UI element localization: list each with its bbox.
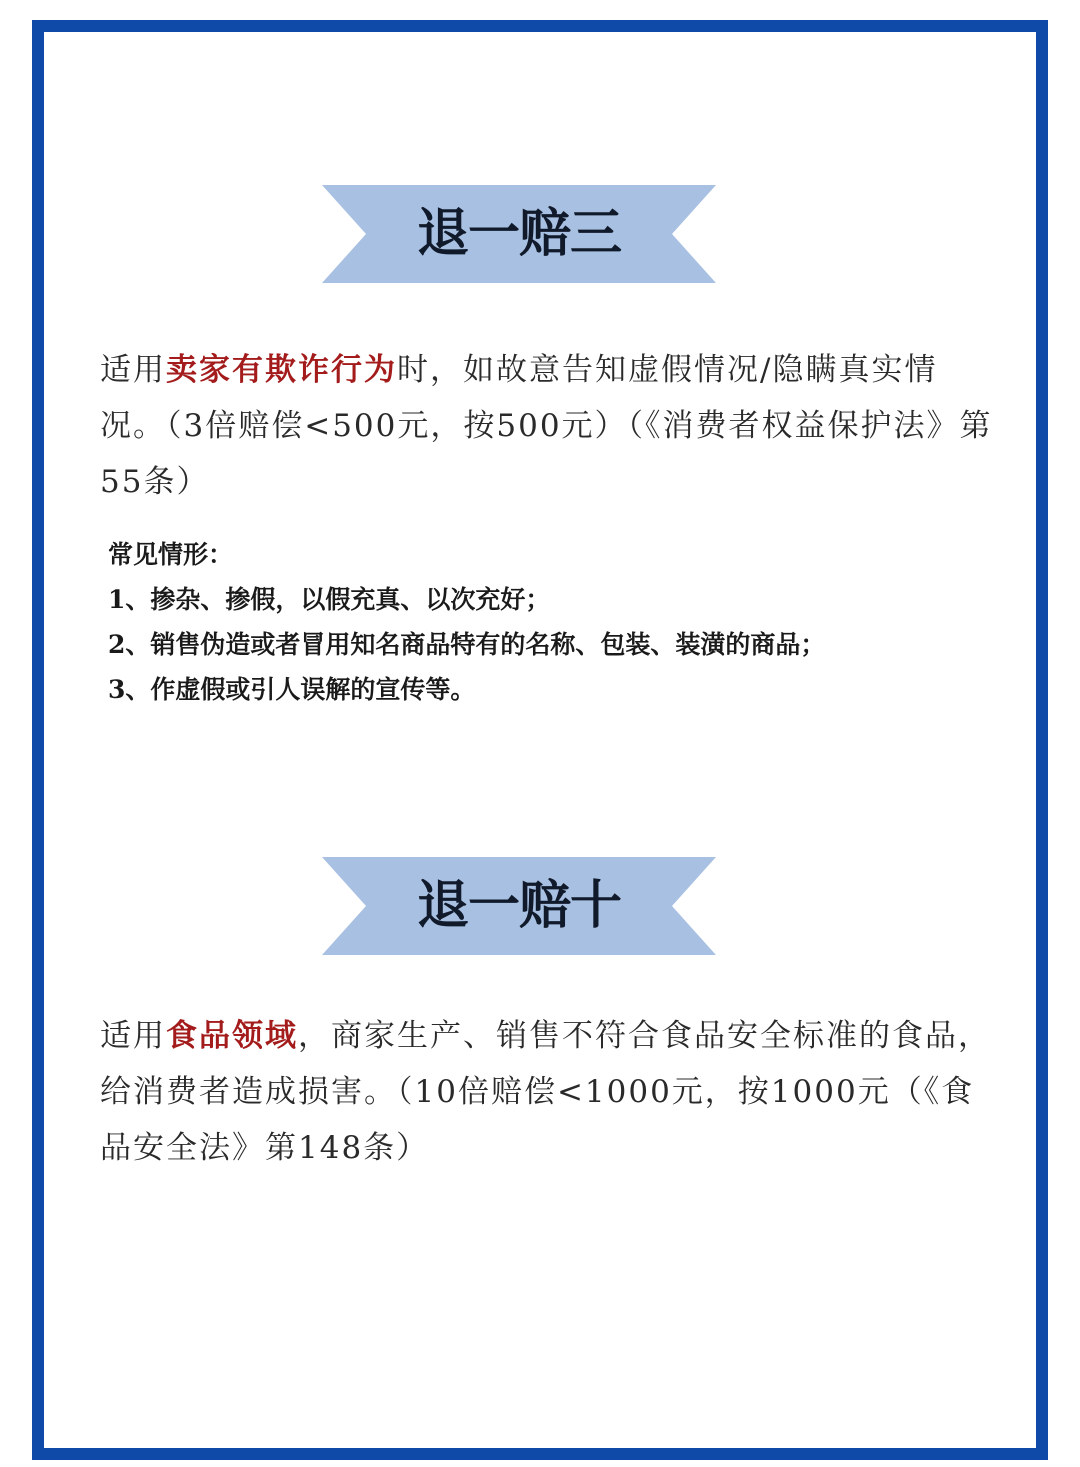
case-item: 1、掺杂、掺假，以假充真、以次充好； bbox=[108, 585, 551, 614]
section-2-title: 退一赔十 bbox=[416, 875, 621, 936]
cases-heading: 常见情形： bbox=[108, 540, 234, 569]
common-cases-list bbox=[108, 532, 988, 712]
paragraph-body: ，商家生产、销售不符合食品安全标准的食品，给消费者造成损害。（10倍赔偿<1000元，按1000元（《食品安全法》第148条） bbox=[100, 1018, 991, 1166]
section-2-title-ribbon bbox=[322, 857, 716, 955]
section-2-paragraph bbox=[100, 1008, 1000, 1176]
section-1-title: 退一赔三 bbox=[416, 203, 621, 264]
paragraph-prefix: 适用 bbox=[100, 352, 166, 388]
paragraph-prefix: 适用 bbox=[100, 1018, 166, 1054]
section-1-paragraph bbox=[100, 342, 1000, 510]
highlight-text: 卖家有欺诈行为 bbox=[166, 352, 397, 388]
highlight-text: 食品领域 bbox=[166, 1018, 298, 1054]
section-1-title-ribbon bbox=[322, 185, 716, 283]
paragraph-body: 时，如故意告知虚假情况/隐瞒真实情况。（3倍赔偿<500元，按500元）（《消费者权益保护法》第55条） bbox=[100, 352, 993, 500]
case-item: 3、作虚假或引人误解的宣传等。 bbox=[108, 675, 476, 704]
case-item: 2、销售伪造或者冒用知名商品特有的名称、包装、装潢的商品； bbox=[108, 630, 826, 659]
